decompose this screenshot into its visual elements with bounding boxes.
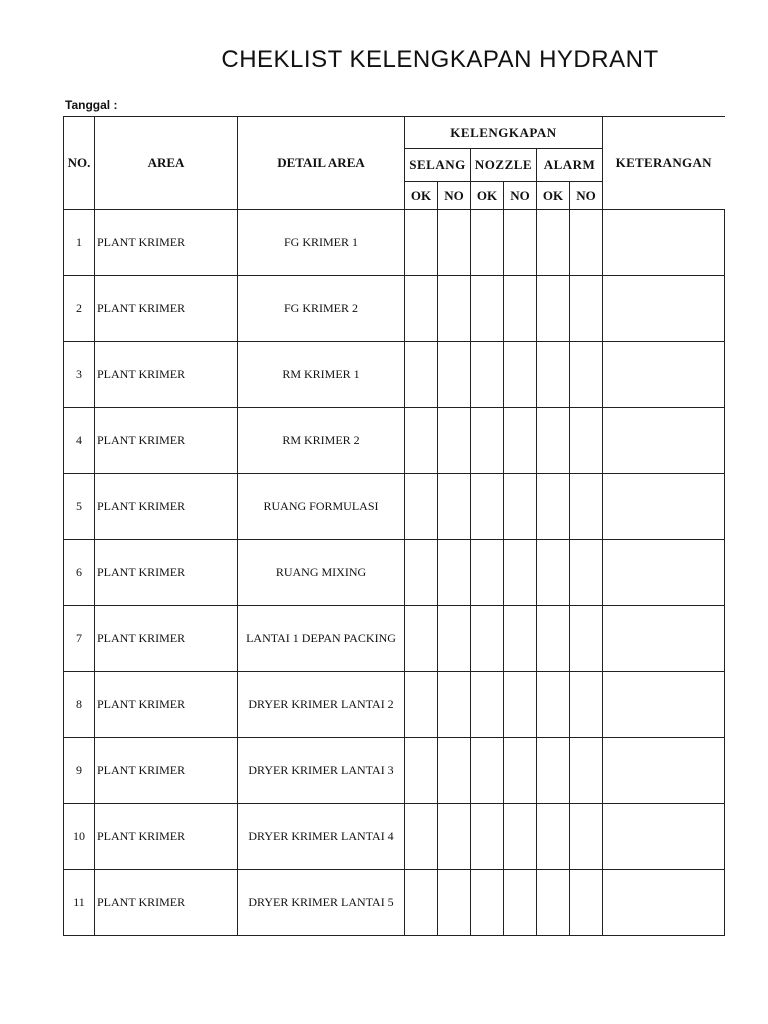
row-detail-area: DRYER KRIMER LANTAI 5 (238, 870, 405, 936)
check-cell-alarm-no[interactable] (570, 804, 603, 870)
check-cell-alarm-ok[interactable] (537, 540, 570, 606)
row-detail-area: RUANG FORMULASI (238, 474, 405, 540)
header-selang-no: NO (438, 182, 471, 210)
check-cell-selang-ok[interactable] (405, 408, 438, 474)
row-area: PLANT KRIMER (95, 870, 238, 936)
check-cell-nozzle-no[interactable] (504, 342, 537, 408)
check-cell-selang-no[interactable] (438, 408, 471, 474)
header-selang-ok: OK (405, 182, 438, 210)
check-cell-nozzle-ok[interactable] (471, 276, 504, 342)
table-row (64, 408, 725, 474)
row-area: PLANT KRIMER (95, 804, 238, 870)
keterangan-cell[interactable] (603, 606, 725, 672)
date-label: Tanggal : (65, 98, 118, 112)
check-cell-alarm-no[interactable] (570, 672, 603, 738)
check-cell-selang-ok[interactable] (405, 276, 438, 342)
check-cell-selang-no[interactable] (438, 672, 471, 738)
check-cell-alarm-no[interactable] (570, 276, 603, 342)
check-cell-nozzle-no[interactable] (504, 408, 537, 474)
check-cell-alarm-ok[interactable] (537, 672, 570, 738)
row-number: 10 (64, 804, 95, 870)
check-cell-nozzle-no[interactable] (504, 870, 537, 936)
check-cell-nozzle-ok[interactable] (471, 210, 504, 276)
check-cell-alarm-no[interactable] (570, 342, 603, 408)
row-number: 9 (64, 738, 95, 804)
keterangan-cell[interactable] (603, 738, 725, 804)
check-cell-nozzle-no[interactable] (504, 672, 537, 738)
header-kelengkapan: KELENGKAPAN (405, 117, 603, 149)
check-cell-selang-no[interactable] (438, 804, 471, 870)
row-detail-area: DRYER KRIMER LANTAI 2 (238, 672, 405, 738)
check-cell-selang-no[interactable] (438, 474, 471, 540)
check-cell-nozzle-ok[interactable] (471, 540, 504, 606)
check-cell-alarm-no[interactable] (570, 408, 603, 474)
keterangan-cell[interactable] (603, 804, 725, 870)
keterangan-cell[interactable] (603, 342, 725, 408)
check-cell-alarm-no[interactable] (570, 870, 603, 936)
check-cell-nozzle-no[interactable] (504, 474, 537, 540)
check-cell-selang-no[interactable] (438, 540, 471, 606)
check-cell-alarm-ok[interactable] (537, 342, 570, 408)
row-detail-area: DRYER KRIMER LANTAI 3 (238, 738, 405, 804)
check-cell-selang-ok[interactable] (405, 672, 438, 738)
table-row (64, 804, 725, 870)
keterangan-cell[interactable] (603, 540, 725, 606)
check-cell-selang-ok[interactable] (405, 738, 438, 804)
header-nozzle-ok: OK (471, 182, 504, 210)
row-detail-area: FG KRIMER 1 (238, 210, 405, 276)
check-cell-alarm-ok[interactable] (537, 210, 570, 276)
row-detail-area: RM KRIMER 1 (238, 342, 405, 408)
row-area: PLANT KRIMER (95, 408, 238, 474)
check-cell-nozzle-ok[interactable] (471, 804, 504, 870)
check-cell-nozzle-no[interactable] (504, 804, 537, 870)
check-cell-nozzle-no[interactable] (504, 606, 537, 672)
check-cell-alarm-ok[interactable] (537, 276, 570, 342)
table-row (64, 276, 725, 342)
check-cell-alarm-no[interactable] (570, 738, 603, 804)
row-detail-area: LANTAI 1 DEPAN PACKING (238, 606, 405, 672)
check-cell-alarm-ok[interactable] (537, 738, 570, 804)
header-area: AREA (95, 117, 238, 210)
keterangan-cell[interactable] (603, 870, 725, 936)
table-row (64, 210, 725, 276)
checklist-table (63, 116, 725, 936)
header-alarm-no: NO (570, 182, 603, 210)
check-cell-selang-ok[interactable] (405, 606, 438, 672)
row-area: PLANT KRIMER (95, 474, 238, 540)
check-cell-nozzle-ok[interactable] (471, 342, 504, 408)
row-number: 7 (64, 606, 95, 672)
check-cell-nozzle-ok[interactable] (471, 606, 504, 672)
row-area: PLANT KRIMER (95, 210, 238, 276)
check-cell-alarm-ok[interactable] (537, 474, 570, 540)
row-area: PLANT KRIMER (95, 342, 238, 408)
header-keterangan: KETERANGAN (603, 117, 725, 210)
check-cell-alarm-no[interactable] (570, 210, 603, 276)
check-cell-selang-no[interactable] (438, 342, 471, 408)
check-cell-selang-ok[interactable] (405, 540, 438, 606)
check-cell-nozzle-no[interactable] (504, 276, 537, 342)
check-cell-nozzle-no[interactable] (504, 738, 537, 804)
check-cell-alarm-no[interactable] (570, 540, 603, 606)
check-cell-alarm-ok[interactable] (537, 870, 570, 936)
row-area: PLANT KRIMER (95, 540, 238, 606)
check-cell-selang-ok[interactable] (405, 342, 438, 408)
table-row (64, 474, 725, 540)
table-row (64, 672, 725, 738)
header-alarm: ALARM (537, 149, 603, 182)
keterangan-cell[interactable] (603, 210, 725, 276)
keterangan-cell[interactable] (603, 276, 725, 342)
check-cell-nozzle-ok[interactable] (471, 738, 504, 804)
check-cell-alarm-ok[interactable] (537, 408, 570, 474)
keterangan-cell[interactable] (603, 672, 725, 738)
keterangan-cell[interactable] (603, 474, 725, 540)
check-cell-nozzle-no[interactable] (504, 210, 537, 276)
row-number: 5 (64, 474, 95, 540)
row-number: 8 (64, 672, 95, 738)
table-row (64, 870, 725, 936)
row-number: 11 (64, 870, 95, 936)
check-cell-alarm-no[interactable] (570, 606, 603, 672)
row-detail-area: FG KRIMER 2 (238, 276, 405, 342)
header-selang: SELANG (405, 149, 471, 182)
check-cell-nozzle-ok[interactable] (471, 408, 504, 474)
row-area: PLANT KRIMER (95, 606, 238, 672)
check-cell-selang-no[interactable] (438, 210, 471, 276)
header-no: NO. (64, 117, 95, 210)
header-nozzle: NOZZLE (471, 149, 537, 182)
row-detail-area: DRYER KRIMER LANTAI 4 (238, 804, 405, 870)
check-cell-nozzle-ok[interactable] (471, 672, 504, 738)
header-detail-area: DETAIL AREA (238, 117, 405, 210)
check-cell-selang-ok[interactable] (405, 870, 438, 936)
check-cell-selang-no[interactable] (438, 870, 471, 936)
row-number: 6 (64, 540, 95, 606)
row-number: 1 (64, 210, 95, 276)
check-cell-selang-no[interactable] (438, 738, 471, 804)
check-cell-selang-ok[interactable] (405, 210, 438, 276)
row-area: PLANT KRIMER (95, 738, 238, 804)
row-number: 3 (64, 342, 95, 408)
row-detail-area: RM KRIMER 2 (238, 408, 405, 474)
check-cell-nozzle-no[interactable] (504, 540, 537, 606)
check-cell-selang-no[interactable] (438, 276, 471, 342)
page-title: CHEKLIST KELENGKAPAN HYDRANT (221, 46, 659, 73)
keterangan-cell[interactable] (603, 408, 725, 474)
check-cell-selang-no[interactable] (438, 606, 471, 672)
check-cell-selang-ok[interactable] (405, 474, 438, 540)
row-number: 2 (64, 276, 95, 342)
header-nozzle-no: NO (504, 182, 537, 210)
check-cell-alarm-no[interactable] (570, 474, 603, 540)
row-area: PLANT KRIMER (95, 672, 238, 738)
check-cell-alarm-ok[interactable] (537, 804, 570, 870)
table-row (64, 606, 725, 672)
check-cell-nozzle-ok[interactable] (471, 870, 504, 936)
table-row (64, 738, 725, 804)
check-cell-nozzle-ok[interactable] (471, 474, 504, 540)
table-row (64, 342, 725, 408)
check-cell-selang-ok[interactable] (405, 804, 438, 870)
header-alarm-ok: OK (537, 182, 570, 210)
row-area: PLANT KRIMER (95, 276, 238, 342)
check-cell-alarm-ok[interactable] (537, 606, 570, 672)
row-number: 4 (64, 408, 95, 474)
table-row (64, 540, 725, 606)
row-detail-area: RUANG MIXING (238, 540, 405, 606)
